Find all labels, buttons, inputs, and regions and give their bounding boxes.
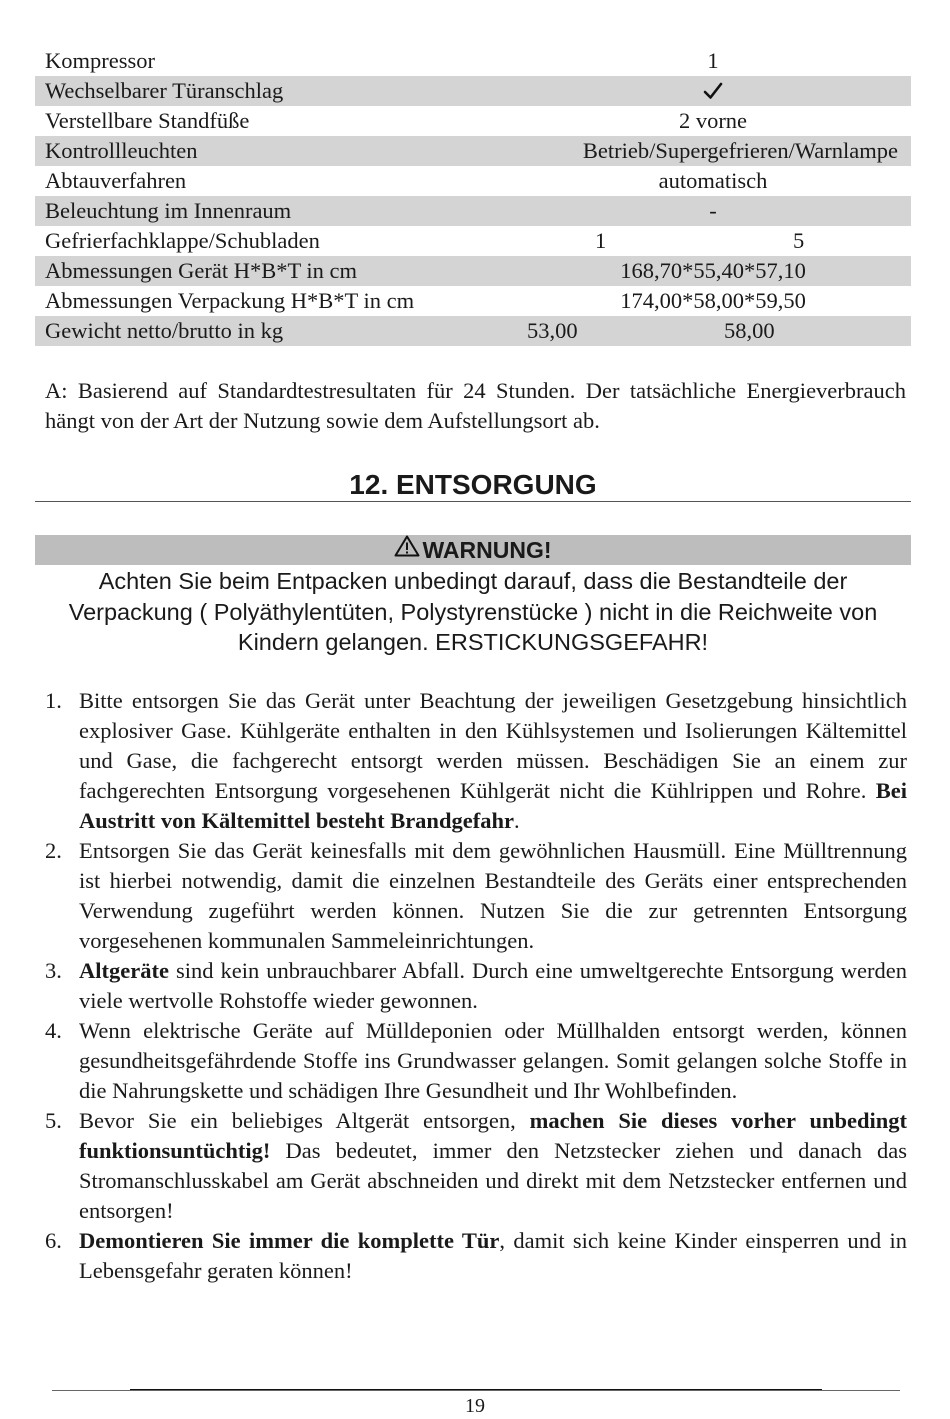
spec-label: Abmessungen Gerät H*B*T in cm xyxy=(45,258,358,283)
list-item-number: 1. xyxy=(45,688,62,713)
spec-row-defrost xyxy=(35,166,911,196)
list-item-text: Bitte entsorgen Sie das Gerät unter Beachtung der jeweiligen Gesetzgebung hinsichtlich explosiver Gase. Kühlgeräte enthalten in den Kühlsystemen und Isolierungen Kältemittel und Gase, die fachgerecht entsorgt werden müssen. Beschädigen Sie an einem zur fachgerechten Entsorgung vorgesehenen Kühlgerät nicht die Kühlrippen und Rohre. xyxy=(79,688,907,803)
spec-value: automatisch xyxy=(658,168,768,193)
warning-text: Achten Sie beim Entpacken unbedingt darauf, dass die Bestandteile der Verpackung ( Polyäthylentüten, Polystyrenstücke ) nicht in die Reichweite von Kindern gelangen. ERSTICKUNGSGEFAHR! xyxy=(68,568,878,655)
spec-row-device-dimensions xyxy=(35,256,911,286)
list-item-number: 4. xyxy=(45,1018,62,1043)
list-item xyxy=(45,956,907,1016)
check-icon xyxy=(425,76,950,106)
footer-divider-accent xyxy=(130,1389,822,1390)
page-number: 19 xyxy=(465,1395,485,1417)
list-item-number: 2. xyxy=(45,838,62,863)
spec-value-a: 1 xyxy=(595,228,607,253)
spec-value: Betrieb/Supergefrieren/Warnlampe xyxy=(582,138,898,163)
spec-label: Abmessungen Verpackung H*B*T in cm xyxy=(45,288,415,313)
spec-label: Abtauverfahren xyxy=(45,168,187,193)
list-item-emphasis: Bei Austritt von Kältemittel besteht Brandgefahr xyxy=(79,778,907,833)
spec-label: Kompressor xyxy=(45,48,155,73)
warning-triangle-icon xyxy=(394,534,420,564)
list-item-text: Entsorgen Sie das Gerät keinesfalls mit dem gewöhnlichen Hausmüll. Eine Mülltrennung ist hierbei notwendig, damit die einzelnen Bestandteile des Geräts einer entsprechenden Verwendung zugeführt werden können. Nutzen Sie die zur getrennten Entsorgung vorgesehenen kommunalen Sammeleinrichtungen. xyxy=(79,838,907,953)
spec-row-weight xyxy=(35,316,911,346)
spec-value: 2 vorne xyxy=(678,108,748,133)
spec-value-a: 53,00 xyxy=(527,318,578,343)
section-title: 12. ENTSORGUNG xyxy=(349,469,597,500)
list-item-emphasis: Demontieren Sie immer die komplette Tür xyxy=(79,1228,500,1253)
spec-value: 174,00*58,00*59,50 xyxy=(620,288,806,313)
spec-label: Beleuchtung im Innenraum xyxy=(45,198,292,223)
list-item xyxy=(45,1106,907,1226)
spec-label: Kontrollleuchten xyxy=(45,138,198,163)
spec-value: - xyxy=(709,198,717,223)
warning-title: WARNUNG! xyxy=(422,537,552,563)
spec-row-package-dimensions xyxy=(35,286,911,316)
spec-row-door-reversible xyxy=(35,76,911,106)
footer-divider xyxy=(52,1390,900,1391)
list-item-text: sind kein unbrauchbarer Abfall. Durch eine umweltgerechte Entsorgung werden viele wertvolle Rohstoffe wieder gewonnen. xyxy=(79,958,907,1013)
list-item xyxy=(45,1226,907,1286)
spec-label: Wechselbarer Türanschlag xyxy=(45,78,284,103)
warning-banner xyxy=(35,535,911,565)
list-item xyxy=(45,836,907,956)
list-item xyxy=(45,686,907,836)
footnote: A: Basierend auf Standardtestresultaten für 24 Stunden. Der tatsächliche Energieverbrauch hängt von der Art der Nutzung sowie dem Aufstellungsort ab. xyxy=(45,378,906,433)
spec-row-drawers xyxy=(35,226,911,256)
list-item xyxy=(45,1016,907,1106)
spec-row-compressor xyxy=(35,46,911,76)
spec-value: 1 xyxy=(707,48,719,73)
list-item-text: . xyxy=(513,808,520,833)
spec-row-indicators xyxy=(35,136,911,166)
spec-value-b: 58,00 xyxy=(724,318,775,343)
list-item-text: Wenn elektrische Geräte auf Mülldeponien oder Müllhalden entsorgt werden, können gesundheitsgefährdende Stoffe ins Grundwasser gelangen. Somit gelangen solche Stoffe in die Nahrungskette und schädigen Ihre Gesundheit und Ihr Wohlbefinden. xyxy=(79,1018,907,1103)
list-item-emphasis: machen Sie dieses vorher unbedingt funktionsuntüchtig! xyxy=(79,1108,907,1163)
spec-label: Gefrierfachklappe/Schubladen xyxy=(45,228,320,253)
disposal-instructions-list xyxy=(45,686,907,1286)
spec-row-lighting xyxy=(35,196,911,226)
list-item-number: 6. xyxy=(45,1228,62,1253)
spec-value-b: 5 xyxy=(793,228,805,253)
list-item-text: Das bedeutet, immer den Netzstecker ziehen und danach das Stromanschlusskabel am Gerät abschneiden und direkt mit dem Netzstecker entfernen und entsorgen! xyxy=(79,1138,907,1223)
list-item-text: , damit sich keine Kinder einsperren und in Lebensgefahr geraten können! xyxy=(79,1228,907,1283)
spec-row-feet xyxy=(35,106,911,136)
heading-divider xyxy=(35,501,911,502)
list-item-number: 5. xyxy=(45,1108,62,1133)
spec-label: Verstellbare Standfüße xyxy=(45,108,250,133)
list-item-number: 3. xyxy=(45,958,62,983)
spec-label: Gewicht netto/brutto in kg xyxy=(45,318,284,343)
specs-table xyxy=(35,46,911,346)
list-item-emphasis: Altgeräte xyxy=(79,958,169,983)
spec-value: 168,70*55,40*57,10 xyxy=(620,258,806,283)
list-item-text: Bevor Sie ein beliebiges Altgerät entsorgen, xyxy=(79,1108,530,1133)
